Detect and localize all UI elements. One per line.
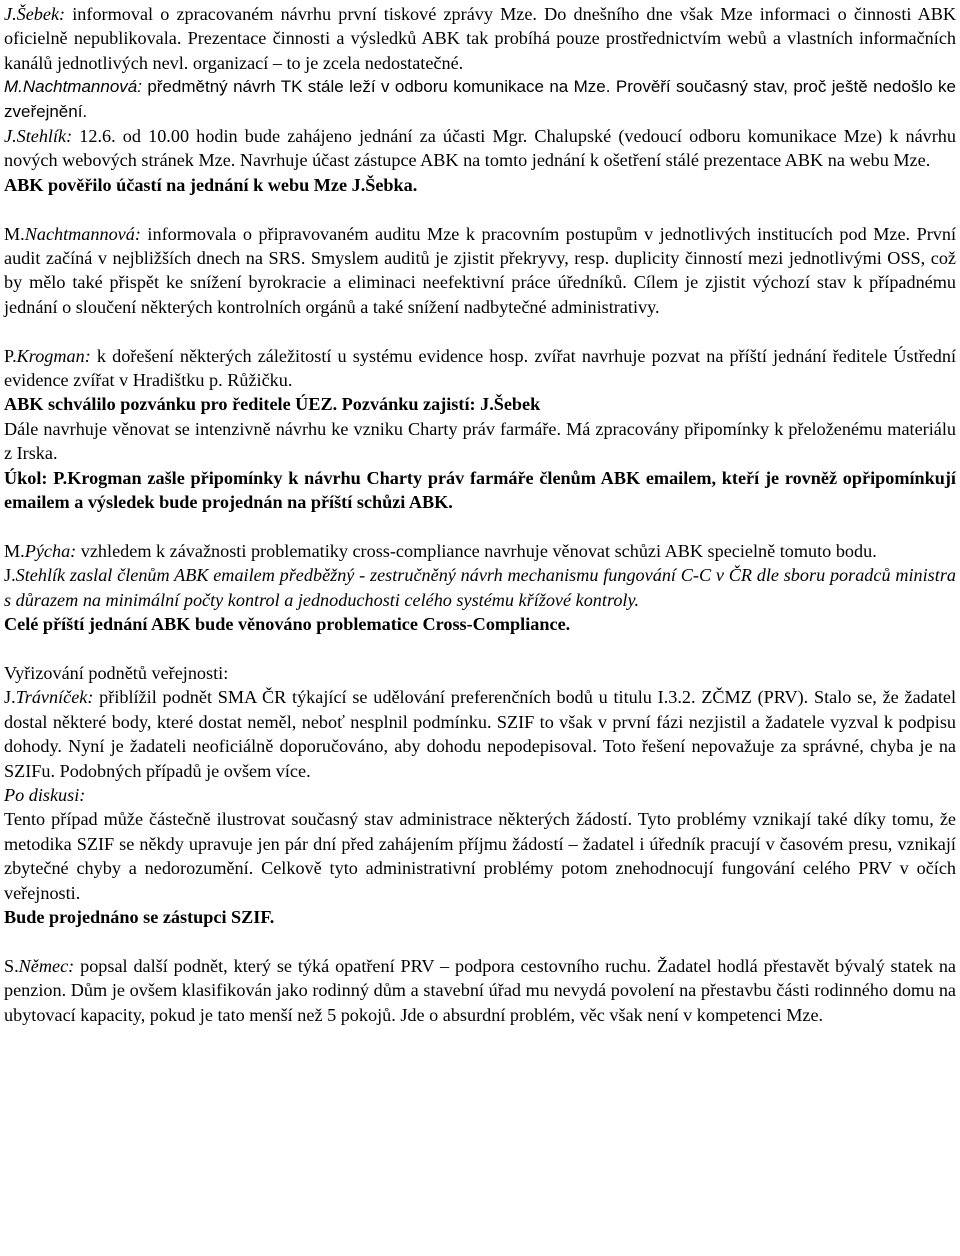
paragraph-stehlik-cc-proposal <box>4 563 956 612</box>
speaker-initial: P. <box>4 345 17 366</box>
speaker-name: M.Nachtmannová: <box>4 77 142 97</box>
speaker-initial: S. <box>4 955 19 976</box>
paragraph-text: k dořešení některých záležitostí u systému evidence hosp. zvířat navrhuje pozvat na příští jednání ředitele Ústřední evidence zvířat v Hradištku p. Růžičku. <box>4 345 956 391</box>
paragraph-discussion-result: Tento případ může částečně ilustrovat současný stav administrace některých žádostí. Tyto problémy vznikají také díky tomu, že metodika SZIF se někdy upravuje jen pár dní před zahájením příjmu žádostí – žadatel i úředník pracují v časovém presu, vznikají zbytečné chyby a nedorozumění. Celkově tyto administrativní problémy potom znehodnocují fungování celého PRV v očích veřejnosti. <box>4 809 956 903</box>
resolution-szif: Bude projednáno se zástupci SZIF. <box>4 906 275 927</box>
paragraph-nemec-tourism <box>4 954 956 1027</box>
speaker-initial: M. <box>4 223 25 244</box>
paragraph-text: informoval o zpracovaném návrhu první tiskové zprávy Mze. Do dnešního dne však Mze informaci o činnosti ABK oficielně nepublikovala. Prezentace činnosti a výsledků ABK tak probíhá pouze prostřednictvím webů a vlastních informačních kanálů jednotlivých nevl. organizací – to je zcela nedostatečné. <box>4 4 956 73</box>
task-krogman-charter: Úkol: P.Krogman zašle připomínky k návrhu Charty práv farmáře členům ABK emailem, kteří je rovněž opřipomínkují emailem a výsledek bude projednán na příští schůzi ABK. <box>4 467 956 513</box>
speaker-name: Trávníček: <box>15 687 94 708</box>
paragraph-text: 12.6. od 10.00 hodin bude zahájeno jednání za účasti Mgr. Chalupské (vedoucí odboru komunikace Mze) k návrhu nových webových stránek Mze. Navrhuje účast zástupce ABK na tomto jednání k ošetření stálé prezentace ABK na webu Mze. <box>4 126 956 171</box>
paragraph-sebek-press-release <box>4 2 956 75</box>
paragraph-text: popsal další podnět, který se týká opatření PRV – podpora cestovního ruchu. Žadatel hodlá přestavět bývalý statek na penzion. Dům je ovšem klasifikován jako rodinný dům a stavební úřad mu nevydá povolení na přestavbu části rodinného domu na ubytovací kapacity, pokud je tato menší než 5 pokojů. Jde o absurdní problém, věc však není v kompetenci Mze. <box>4 955 956 1025</box>
speaker-name: J.Šebek: <box>4 4 66 24</box>
paragraph-text: předmětný návrh TK stále leží v odboru komunikace na Mze. Prověří současný stav, proč ještě nedošlo ke zveřejnění. <box>4 77 956 121</box>
speaker-name: Pýcha: <box>24 540 77 561</box>
speaker-initial: J. <box>4 565 16 586</box>
speaker-name: Němec: <box>18 955 75 976</box>
speaker-initial: M. <box>4 540 25 561</box>
resolution-invitation: ABK schválilo pozvánku pro ředitele ÚEZ. Pozvánku zajistí: J.Šebek <box>4 394 541 415</box>
paragraph-text: vzhledem k závažnosti problematiky cross-compliance navrhuje věnovat schůzi ABK specielně tomuto bodu. <box>76 540 877 561</box>
paragraph-travnicek-sma <box>4 685 956 783</box>
italic-text: Stehlík zaslal členům ABK emailem předběžný - zestručněný návrh mechanismu fungování C-C v ČR dle sboru poradců ministra s důrazem na minimální počty kontrol a jednoduchosti celého systému křížové kontroly. <box>4 565 956 610</box>
paragraph-stehlik-web <box>4 124 956 173</box>
resolution-web-meeting: ABK pověřilo účastí na jednání k webu Mze J.Šebka. <box>4 174 418 195</box>
paragraph-charter: Dále navrhuje věnovat se intenzivně návrhu ke vzniku Charty práv farmáře. Má zpracovány připomínky k přeloženému materiálu z Irska. <box>4 418 956 464</box>
paragraph-pycha-cross-compliance <box>4 539 956 563</box>
discussion-label: Po diskusi: <box>4 784 86 805</box>
speaker-name: J.Stehlík: <box>4 126 73 147</box>
paragraph-nachtmannova-audit <box>4 222 956 320</box>
resolution-cross-compliance: Celé příští jednání ABK bude věnováno problematice Cross-Compliance. <box>4 614 571 635</box>
section-heading-public-requests: Vyřizování podnětů veřejnosti: <box>4 662 229 683</box>
speaker-name: Nachtmannová: <box>24 223 141 244</box>
paragraph-text: informovala o připravovaném auditu Mze k pracovním postupům v jednotlivých institucích pod Mze. První audit začíná v nejbližších dnech na SRS. Smyslem auditů je zjistit překryvy, resp. duplicity činností mezi jednotlivými OSS, což by mělo také přispět ke snížení byrokracie a eliminaci neefektivní práce úředníků. Cílem je zjistit výchozí stav k případnému jednání o sloučení některých kontrolních orgánů a také snížení nadbytečné administrativy. <box>4 223 956 317</box>
speaker-initial: J. <box>4 687 16 708</box>
paragraph-text: přiblížil podnět SMA ČR týkající se udělování preferenčních bodů u titulu I.3.2. ZČMZ (PRV). Stalo se, že žadatel dostal některé body, které dostat neměl, neboť nesplnil podmínku. SZIF to však v první fázi nezjistil a žadatele vyzval k podpisu dohody. Nyní je žadateli neoficiálně doporučováno, aby dohodu nepodepisoval. Toto řešení nepovažuje za správné, chyba je na SZIFu. Podobných případů je ovšem více. <box>4 687 956 781</box>
paragraph-krogman-evidence <box>4 344 956 393</box>
paragraph-nachtmannova-tk <box>4 75 956 124</box>
speaker-name: Krogman: <box>16 345 91 366</box>
